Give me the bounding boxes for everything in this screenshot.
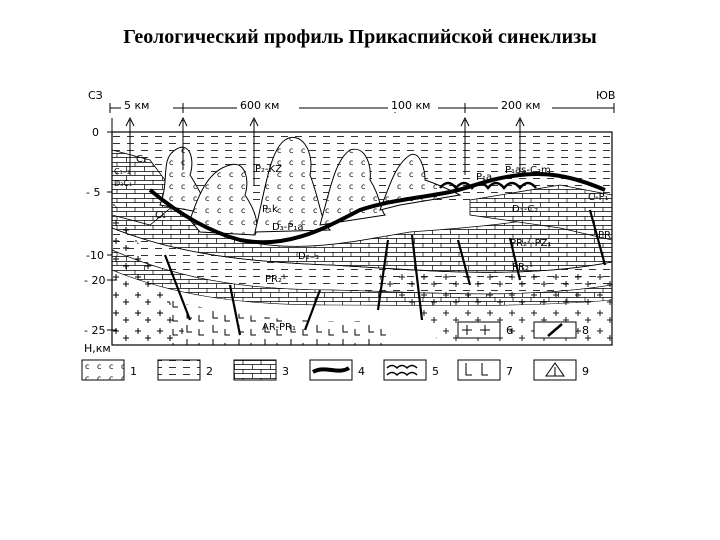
label-arpr1: AR-PR₁ xyxy=(262,322,296,333)
label-d3c2: D₃-C₂ xyxy=(512,204,539,215)
label-p1a: P₁a xyxy=(476,172,493,183)
distance-label-100km: 100 км xyxy=(391,99,431,112)
label-p1as: P₁as-C₂m xyxy=(505,165,551,176)
label-p1k: P₁k xyxy=(262,204,278,215)
depth-axis-label: Н,км xyxy=(84,342,111,355)
legend-num-7: 7 xyxy=(506,365,513,378)
legend-num-8: 8 xyxy=(582,324,589,337)
label-pr-right: PR xyxy=(598,230,611,241)
depth-tick-25: - 25 xyxy=(84,324,106,337)
depth-tick-20: - 20 xyxy=(84,274,106,287)
label-pr2r: PR₂¹ xyxy=(512,262,533,273)
depth-tick-5: - 5 xyxy=(86,186,101,199)
label-c2: C₂ xyxy=(136,154,147,165)
direction-se: ЮВ xyxy=(596,89,616,102)
label-pr2pz1: PR₂²-PZ₁ xyxy=(510,238,552,249)
label-pr2: PR₂¹ xyxy=(265,274,286,285)
label-d3c1: D₃C₁ xyxy=(114,179,133,188)
depth-tick-10: -10 xyxy=(86,249,104,262)
legend-num-1: 1 xyxy=(130,365,137,378)
label-d23: D₂₋₃ xyxy=(298,251,319,262)
label-c12: C₁₋₂ xyxy=(114,167,131,176)
label-pkz: P₂-KZ xyxy=(255,164,283,175)
legend-num-6: 6 xyxy=(506,324,513,337)
legend-num-5: 5 xyxy=(432,365,439,378)
label-d3p1a: D₃-P₁a xyxy=(272,222,304,233)
legend-num-9: 9 xyxy=(582,365,589,378)
legend-num-2: 2 xyxy=(206,365,213,378)
label-c1: C₁ xyxy=(155,210,166,221)
legend-num-3: 3 xyxy=(282,365,289,378)
distance-label-5km: 5 км xyxy=(124,99,150,112)
page-title: Геологический профиль Прикаспийской синеклизы xyxy=(123,26,597,48)
distance-label-600km: 600 км xyxy=(240,99,280,112)
direction-nw: СЗ xyxy=(88,89,103,102)
label-cp1: C-P₁ xyxy=(588,192,609,203)
distance-label-200km: 200 км xyxy=(501,99,541,112)
legend-num-4: 4 xyxy=(358,365,365,378)
depth-tick-0: 0 xyxy=(92,126,99,139)
